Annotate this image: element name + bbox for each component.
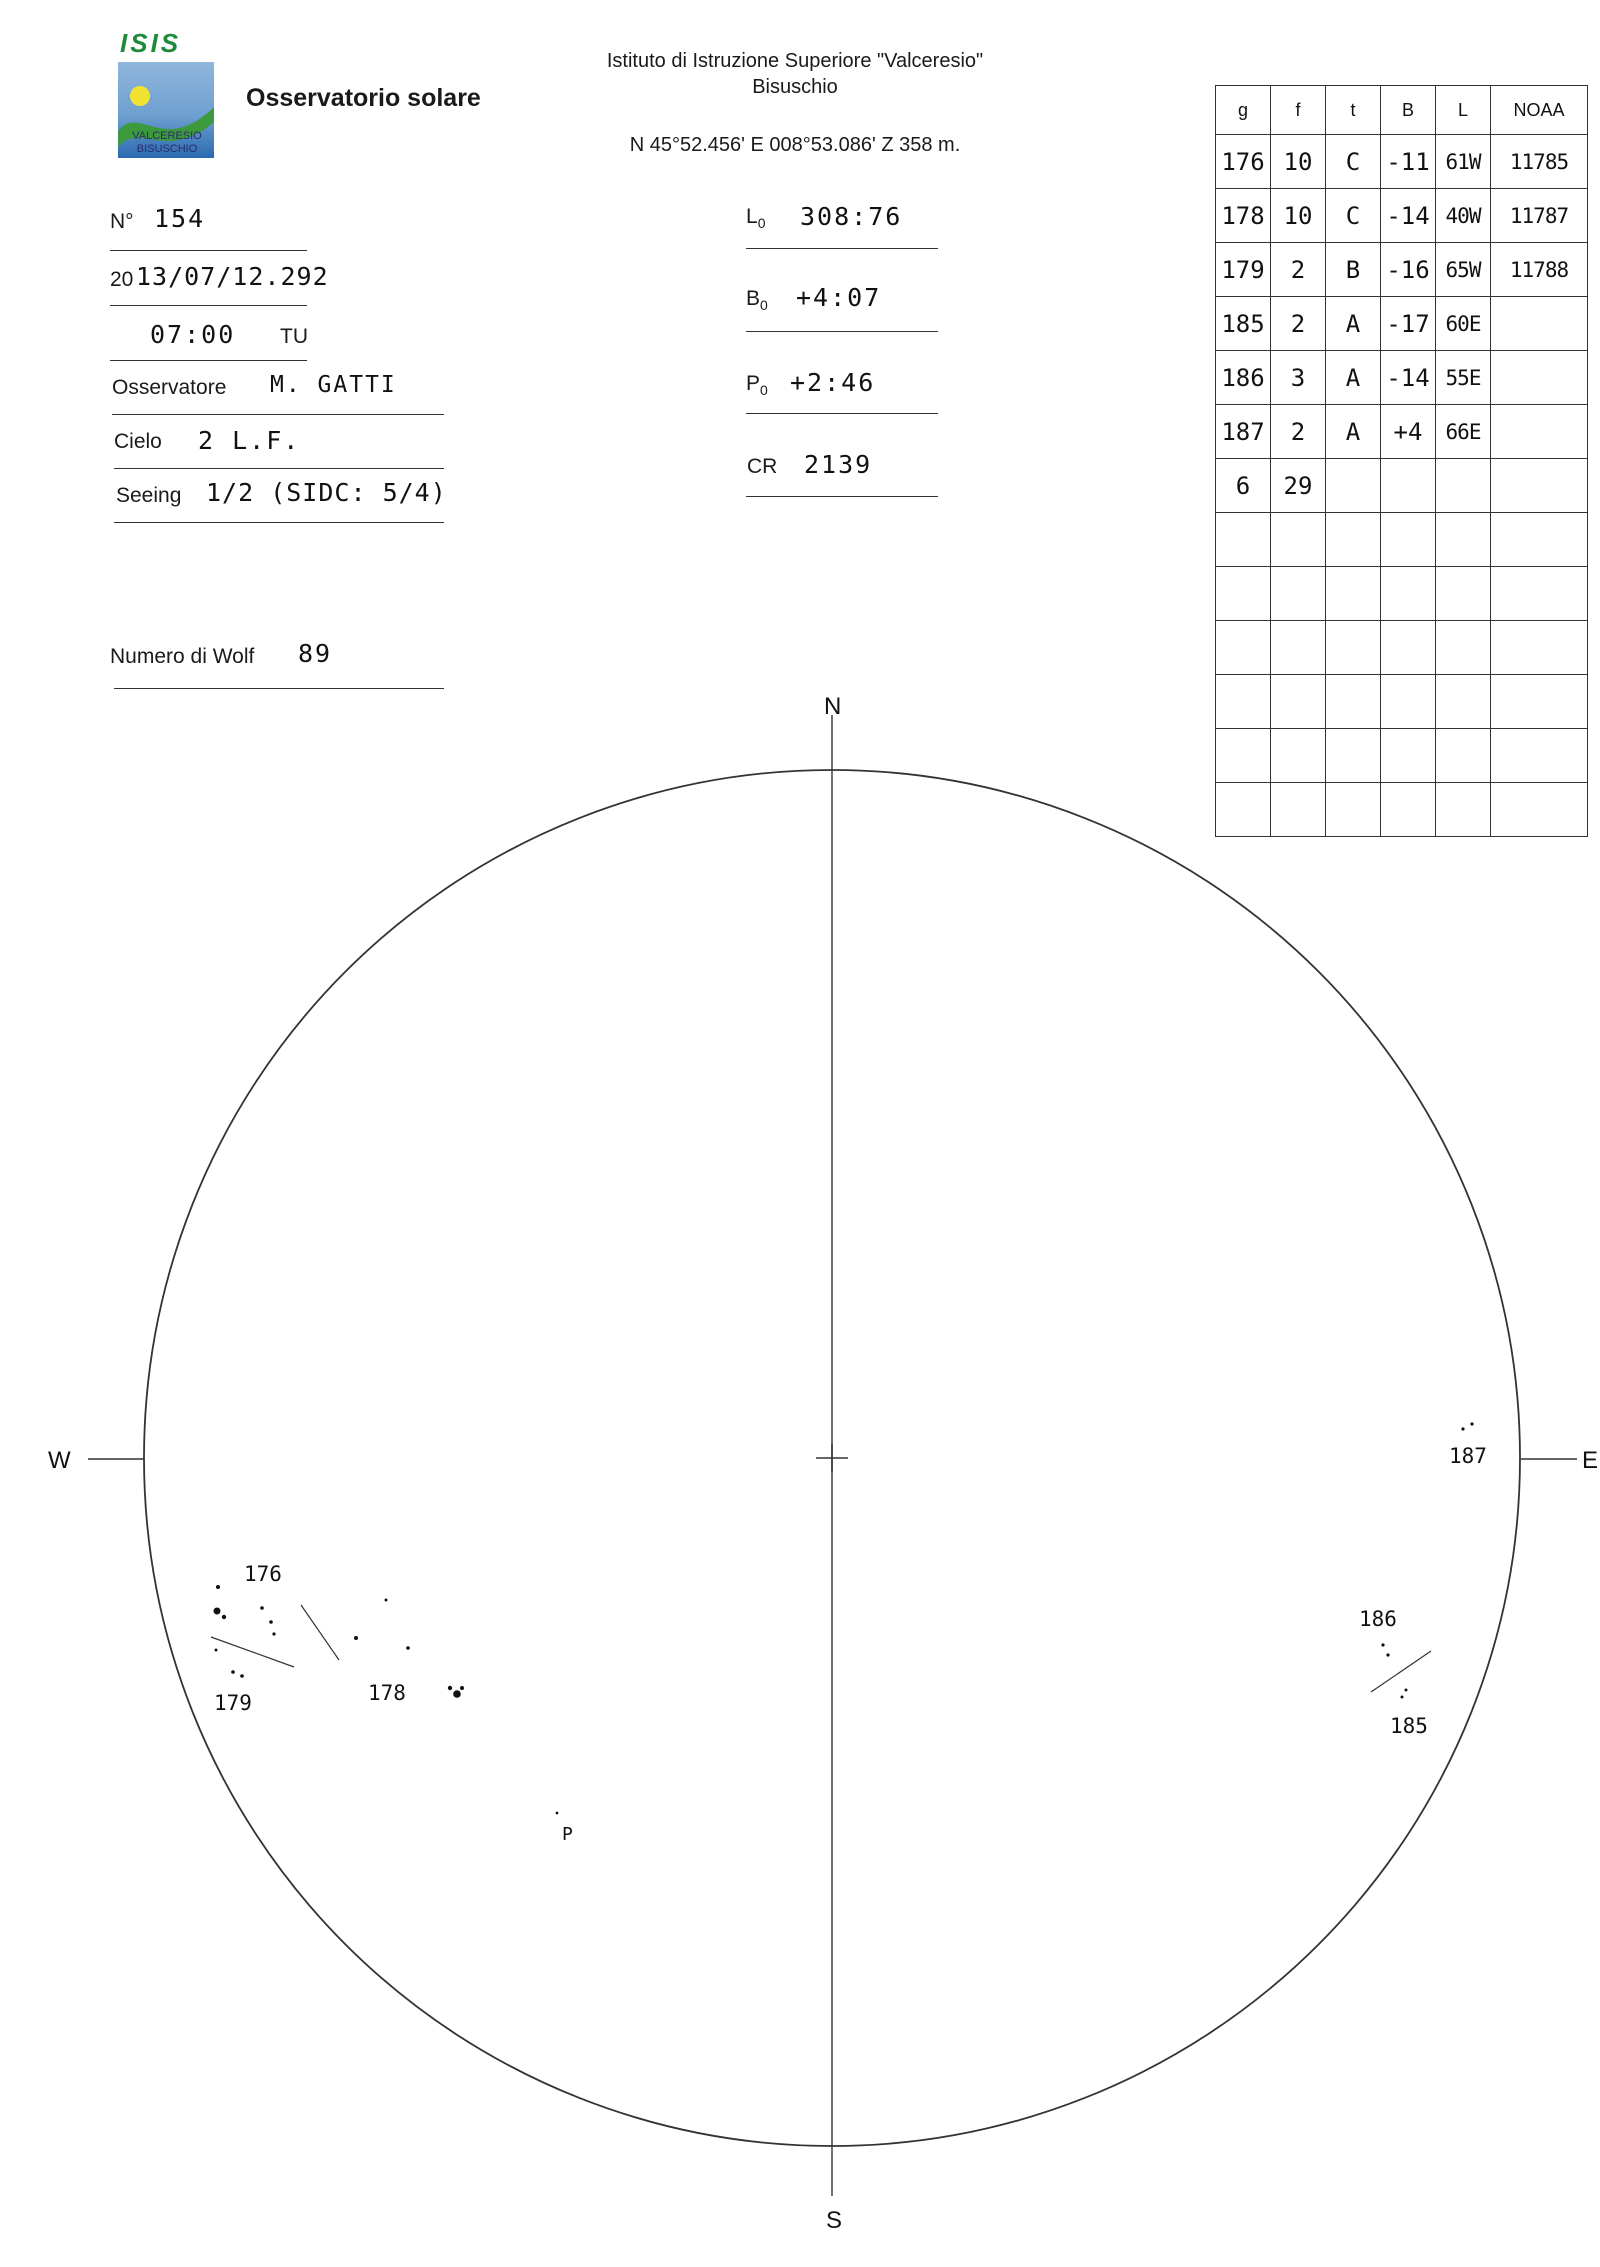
cell-latitude: -11 <box>1381 135 1436 189</box>
time-unit: TU <box>280 325 308 348</box>
cell-group: 187 <box>1216 405 1271 459</box>
group-178-label: 178 <box>368 1681 406 1705</box>
cell-type: C <box>1326 189 1381 243</box>
cell-noaa: 11787 <box>1491 189 1588 243</box>
header-latitude: B <box>1381 86 1436 135</box>
group-176-label: 176 <box>244 1562 282 1586</box>
group-179-spots <box>231 1670 244 1678</box>
p0-subscript: 0 <box>760 382 768 399</box>
wolf-label: Numero di Wolf <box>110 645 255 668</box>
cell-spots: 2 <box>1271 405 1326 459</box>
site-coordinates: N 45°52.456' E 008°53.086' Z 358 m. <box>629 134 961 156</box>
cell-group: 6 <box>1216 459 1271 513</box>
cell-latitude: +4 <box>1381 405 1436 459</box>
cell-longitude: 60E <box>1436 297 1491 351</box>
cell-longitude: 61W <box>1436 135 1491 189</box>
logo-text: ISIS <box>120 28 182 58</box>
group-186-label: 186 <box>1359 1607 1397 1631</box>
group-186-spots <box>1381 1643 1389 1656</box>
institute-town: Bisuschio <box>752 76 838 98</box>
group-185-axis <box>1371 1651 1431 1692</box>
date-prefix: 20 <box>110 268 134 291</box>
l0-subscript: 0 <box>757 215 766 232</box>
cell-latitude: -17 <box>1381 297 1436 351</box>
cell-type: A <box>1326 405 1381 459</box>
logo-caption-line1: VALCERESIO <box>132 130 202 142</box>
cell-noaa: 11785 <box>1491 135 1588 189</box>
p0-letter: P <box>746 372 761 395</box>
cell-type: A <box>1326 351 1381 405</box>
header-longitude: L <box>1436 86 1491 135</box>
p0-value: +2:46 <box>790 368 876 397</box>
group-185-spots <box>1401 1689 1408 1699</box>
group-179-label: 179 <box>214 1691 252 1715</box>
cell-longitude: 66E <box>1436 405 1491 459</box>
cell-spots: 2 <box>1271 243 1326 297</box>
cell-spots: 3 <box>1271 351 1326 405</box>
cell-type: A <box>1326 297 1381 351</box>
cell-latitude: -16 <box>1381 243 1436 297</box>
seeing-label: Seeing <box>116 484 182 507</box>
sky-label: Cielo <box>114 430 162 453</box>
cell-spots: 29 <box>1271 459 1326 513</box>
cell-longitude: 40W <box>1436 189 1491 243</box>
l0-value: 308:76 <box>800 202 903 231</box>
number-label: N° <box>110 210 134 233</box>
cr-label: CR <box>747 455 778 478</box>
cell-longitude: 65W <box>1436 243 1491 297</box>
institute-name: Istituto di Istruzione Superiore "Valceresio" <box>606 50 984 72</box>
wolf-value: 89 <box>298 639 333 668</box>
cell-type: C <box>1326 135 1381 189</box>
p-mark-dot <box>556 1812 559 1815</box>
cell-longitude: 55E <box>1436 351 1491 405</box>
cell-spots: 2 <box>1271 297 1326 351</box>
cell-group: 179 <box>1216 243 1271 297</box>
group-178-axis <box>301 1605 339 1660</box>
b0-letter: B <box>746 287 761 310</box>
header-type: t <box>1326 86 1381 135</box>
header-noaa: NOAA <box>1491 86 1588 135</box>
b0-value: +4:07 <box>796 283 882 312</box>
cell-latitude: -14 <box>1381 189 1436 243</box>
cell-spots: 10 <box>1271 135 1326 189</box>
cell-group: 185 <box>1216 297 1271 351</box>
l0-letter: L <box>746 205 758 228</box>
east-label: E <box>1582 1447 1599 1474</box>
observatory-title: Osservatorio solare <box>246 84 481 112</box>
seeing-value: 1/2 (SIDC: 5/4) <box>206 478 447 507</box>
header-group: g <box>1216 86 1271 135</box>
header-spots: f <box>1271 86 1326 135</box>
number-value: 154 <box>154 204 206 233</box>
group-185-label: 185 <box>1390 1714 1428 1738</box>
b0-subscript: 0 <box>760 297 768 314</box>
p-mark-label: P <box>562 1824 573 1845</box>
cell-noaa: 11788 <box>1491 243 1588 297</box>
sky-value: 2 L.F. <box>198 426 301 455</box>
cell-spots: 10 <box>1271 189 1326 243</box>
logo-caption-line2: BISUSCHIO <box>136 143 198 155</box>
south-label: S <box>826 2207 843 2234</box>
cr-value: 2139 <box>804 450 873 479</box>
group-179-axis <box>211 1637 294 1667</box>
north-label: N <box>824 693 842 720</box>
observer-label: Osservatore <box>112 376 227 399</box>
cell-latitude: -14 <box>1381 351 1436 405</box>
cell-group: 186 <box>1216 351 1271 405</box>
group-187-label: 187 <box>1449 1444 1487 1468</box>
group-187-spots <box>1461 1422 1473 1430</box>
west-label: W <box>48 1447 71 1474</box>
date-value: 13/07/12.292 <box>136 262 329 291</box>
time-value: 07:00 <box>150 320 236 349</box>
cell-group: 178 <box>1216 189 1271 243</box>
cell-group: 176 <box>1216 135 1271 189</box>
observer-value: M. GATTI <box>270 372 397 398</box>
cell-type: B <box>1326 243 1381 297</box>
